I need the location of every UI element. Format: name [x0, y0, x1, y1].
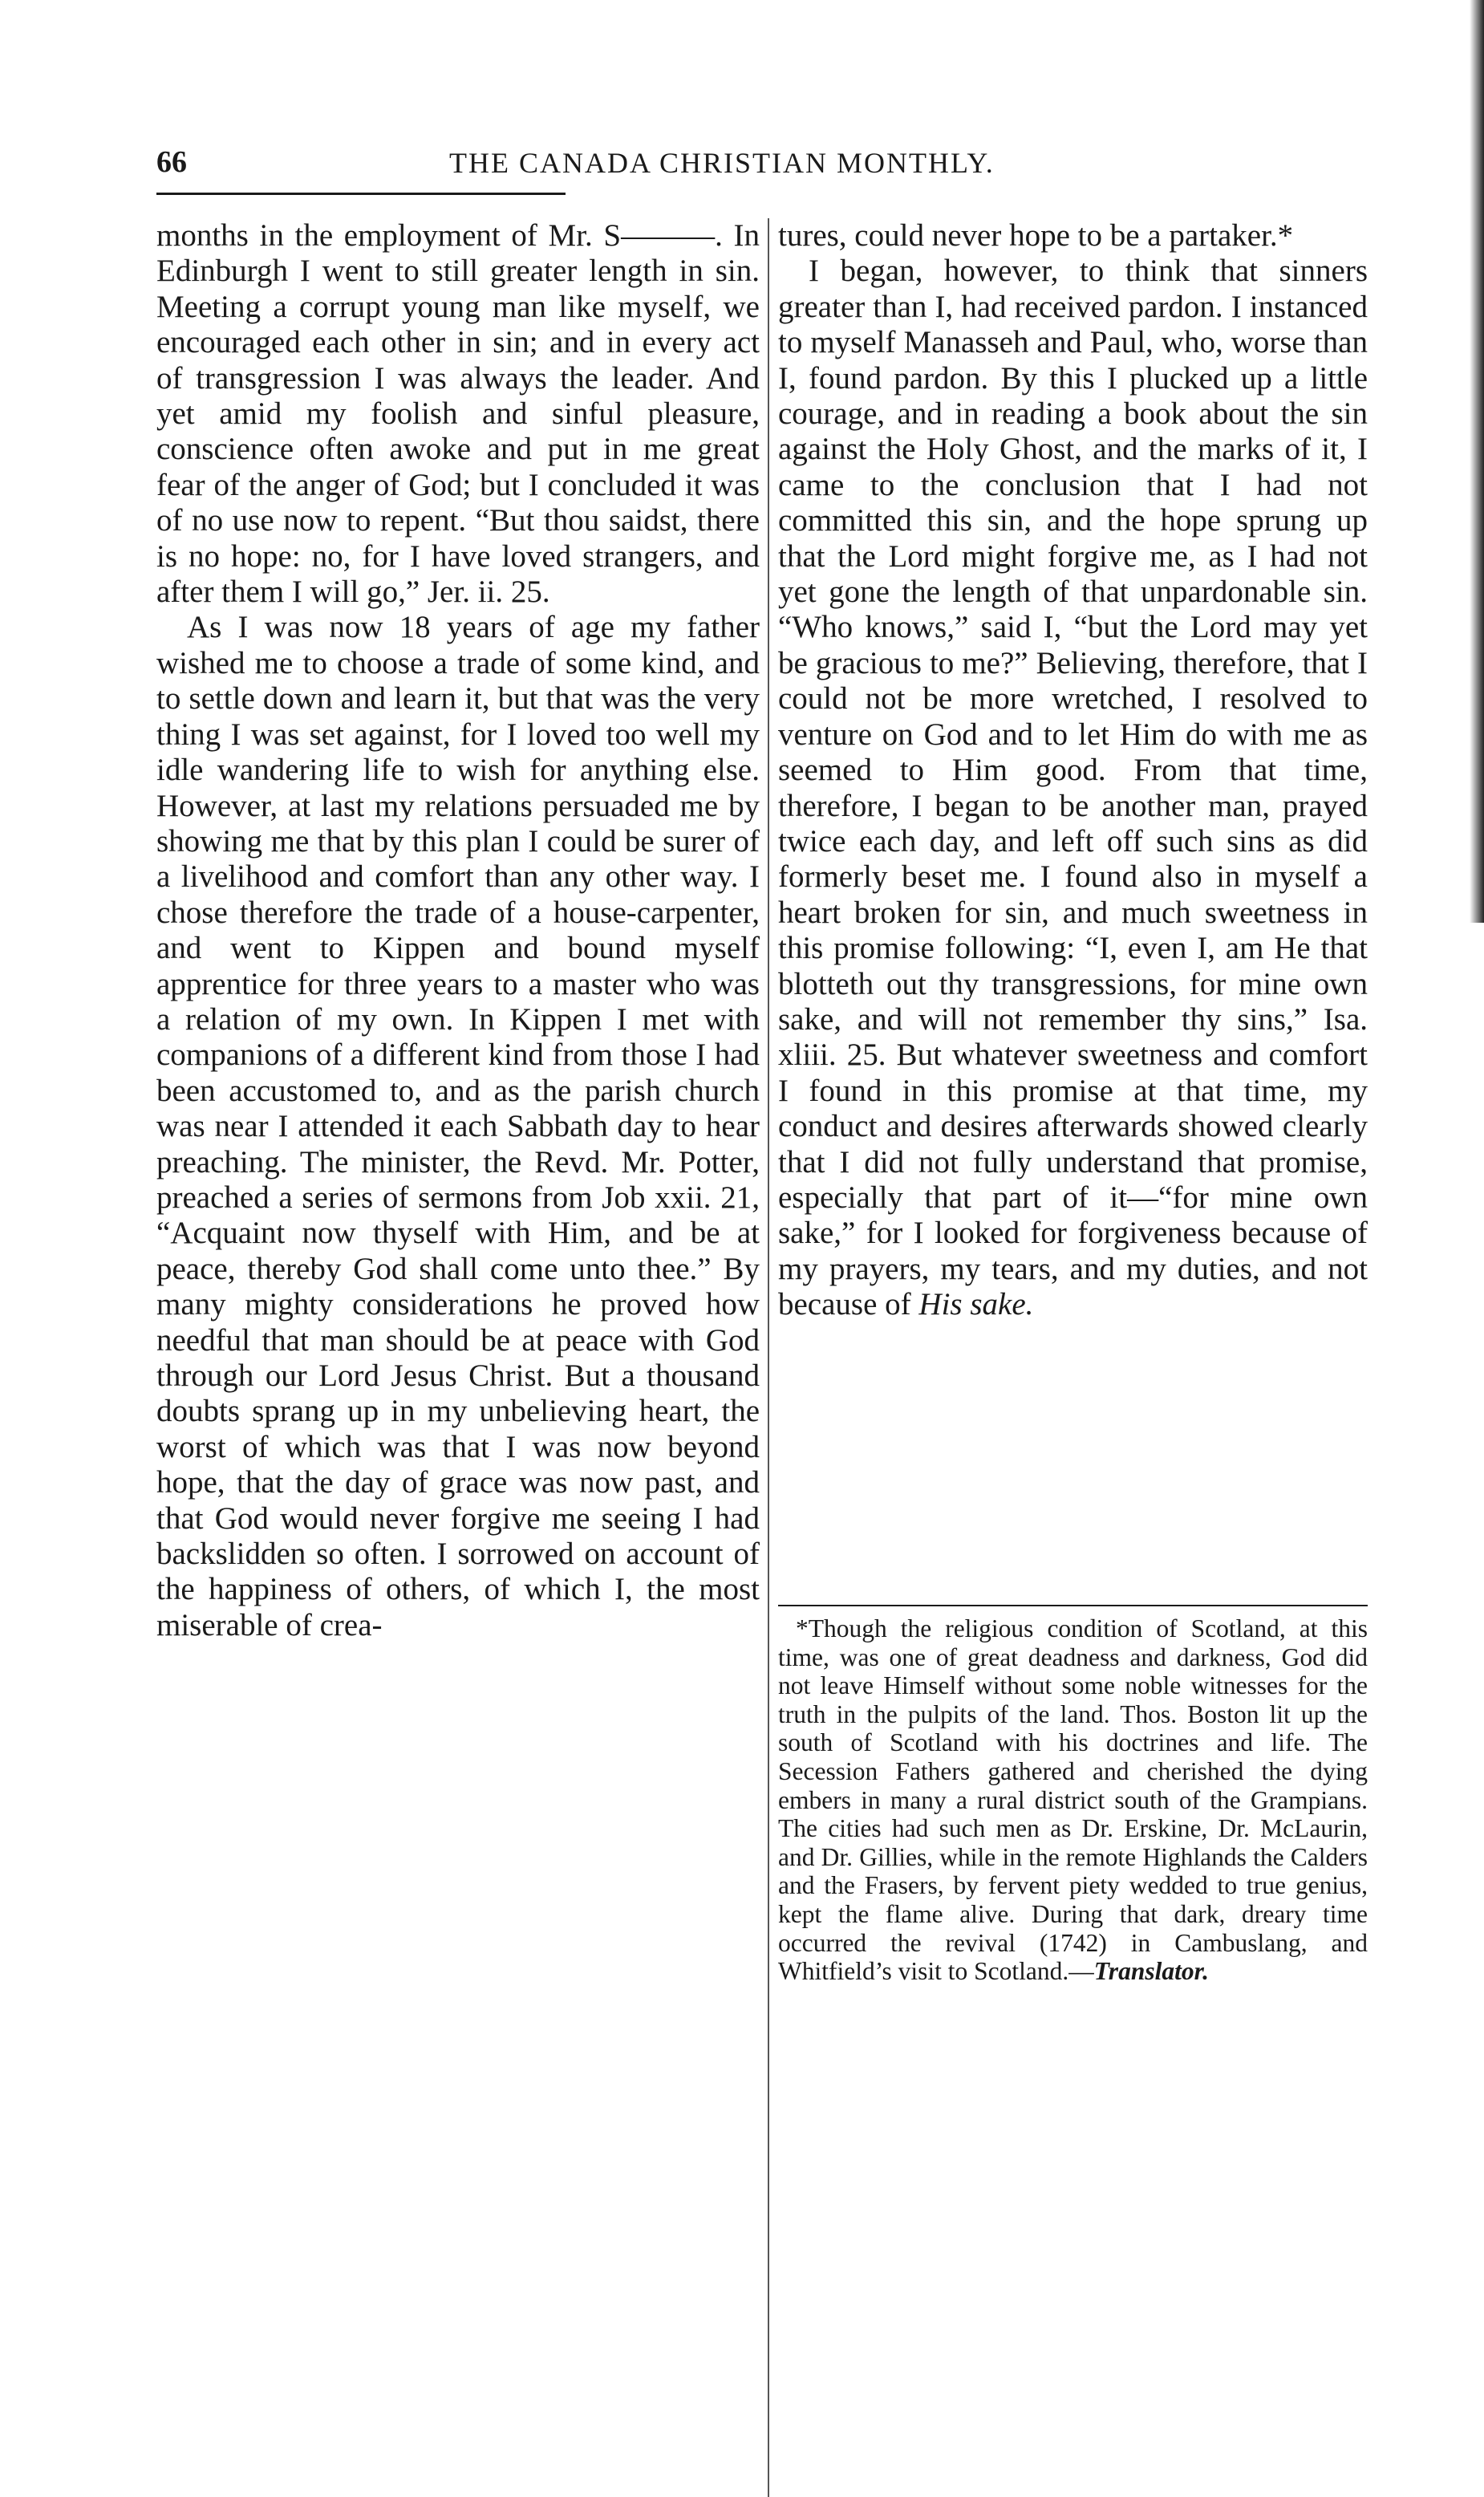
page-header — [156, 144, 1047, 189]
left-paragraph-2: As I was now 18 years of age my father wished me to choose a trade of some kind, and to settle down and learn it, but that was the very thing I was set against, for I loved too well my idle wandering life to wish for anything else. However, at last my relations persuaded me by showing me that by this plan I could be surer of a livelihood and comfort than any other way. I chose therefore the trade of a house-carpenter, and went to Kippen and bound myself apprentice for three years to a master who was a relation of my own. In Kippen I met with companions of a different kind from those I had been accustomed to, and as the parish church was near I attended it each Sabbath day to hear preaching. The minister, the Revd. Mr. Potter, preached a series of sermons from Job xxii. 21, “Acquaint now thyself with Him, and be at peace, thereby God shall come unto thee.” By many mighty considerations he proved how needful that man should be at peace with God through our Lord Jesus Christ. But a thousand doubts sprang up in my unbelieving heart, the worst of which was that I was now beyond hope, that the day of grace was now past, and that God would never forgive me seeing I had backslidden so often. I sorrowed on account of the happiness of others, of which I, the most miserable of crea- — [156, 610, 760, 1642]
right-paragraph-2 — [778, 254, 1368, 1322]
running-title: THE CANADA CHRISTIAN MONTHLY. — [449, 147, 995, 179]
footnote — [778, 1614, 1368, 1986]
right-column — [778, 218, 1368, 1323]
left-column — [156, 218, 760, 1643]
page-edge-shadow — [1470, 0, 1484, 923]
footnote-rule — [778, 1605, 1368, 1606]
right-paragraph-2-text: I began, however, to think that sinners greater than I, had received pardon. I instanced to myself Manasseh and Paul, who, worse than I, found pardon. By this I plucked up a little courage, and in reading a book about the sin against the Holy Ghost, and the marks of it, I came to the conclusion that I had not committed this sin, and the hope sprung up that the Lord might forgive me, as I had not yet gone the length of that unpardonable sin. “Who knows,” said I, “but the Lord may yet be gracious to me?” Believing, therefore, that I could not be more wretched, I resolved to venture on God and to let Him do with me as seemed to Him good. From that time, therefore, I began to be another man, prayed twice each day, and left off such sins as did formerly beset me. I found also in myself a heart broken for sin, and much sweetness in this promise following: “I, even I, am He that blotteth out thy transgressions, for mine own sake, and will not remember thy sins,” Isa. xliii. 25. But whatever sweetness and comfort I found in this promise at that time, my conduct and desires afterwards showed clearly that I did not fully understand that promise, especially that part of it—“for mine own sake,” for I looked for forgiveness because of my prayers, my tears, and my duties, and not because of — [778, 254, 1368, 1322]
header-rule — [156, 193, 566, 195]
footnote-attribution: Translator. — [1093, 1957, 1209, 1986]
page-number: 66 — [156, 145, 187, 179]
right-paragraph-2-italic: His sake. — [918, 1287, 1034, 1322]
right-paragraph-1: tures, could never hope to be a partaker.* — [778, 218, 1294, 253]
column-divider — [768, 218, 769, 2497]
footnote-text: *Though the religious condition of Scotland, at this time, was one of great deadness and darkness, God did not leave Himself without some noble witnesses for the truth in the pulpits of the land. Thos. Boston lit up the south of Scotland with his doctrines and life. The Secession Fathers gathered and cherished the dying embers in many a rural district south of the Grampians. The cities had such men as Dr. Erskine, Dr. McLaurin, and Dr. Gillies, while in the remote Highlands the Calders and the Frasers, by fervent piety wedded to true genius, kept the flame alive. During that dark, dreary time occurred the revival (1742) in Cambuslang, and Whitfield’s visit to Scotland.— — [778, 1614, 1368, 1986]
left-paragraph-1: months in the employment of Mr. S———. In Edinburgh I went to still greater length in sin. Meeting a corrupt young man like myself, we encouraged each other in sin; and in every act of transgression I was always the leader. And yet amid my foolish and sinful pleasure, conscience often awoke and put in me great fear of the anger of God; but I concluded it was of no use now to repent. “But thou saidst, there is no hope: no, for I have loved strangers, and after them I will go,” Jer. ii. 25. — [156, 218, 760, 610]
